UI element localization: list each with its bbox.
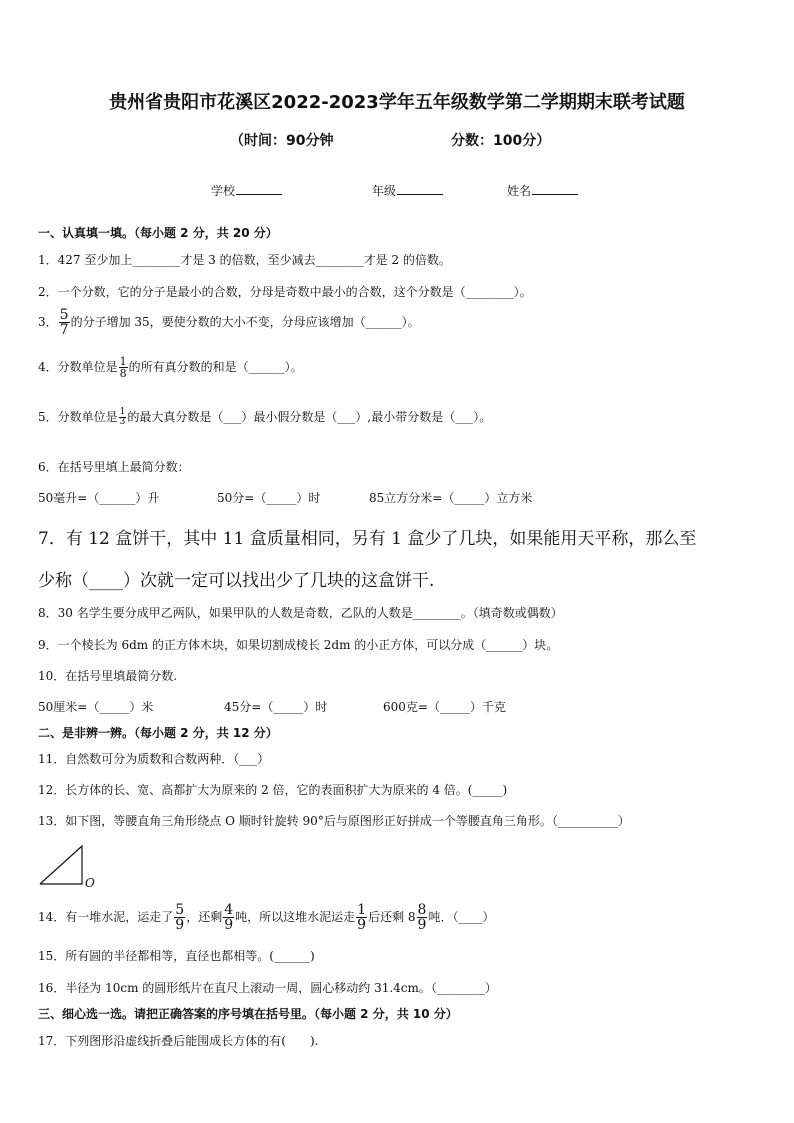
question-4-suffix: 的所有真分数的和是（______）。 — [128, 360, 303, 374]
fraction-numerator: 1 — [119, 355, 127, 368]
fraction-denominator: 9 — [224, 917, 234, 933]
school-label: 学校 — [211, 184, 236, 198]
question-8: 8．30 名学生要分成甲乙两队，如果甲队的人数是奇数，乙队的人数是________。（填奇数或偶数） — [38, 606, 563, 620]
question-5-suffix: 的最大真分数是（___）最小假分数是（___）,最小带分数是（___）。 — [127, 410, 492, 424]
section-1-heading: 一、认真填一填。（每小题 2 分，共 20 分） — [38, 226, 278, 240]
question-3-number: 3． — [38, 315, 58, 329]
fraction-denominator: 9 — [417, 917, 427, 933]
question-10: 10．在括号里填最简分数. — [38, 669, 178, 683]
question-1: 1．427 至少加上________才是 3 的倍数，至少减去________才是 2 的倍数。 — [38, 253, 451, 267]
question-10-part-a: 50厘米=（_____）米 — [38, 700, 154, 714]
name-label: 姓名 — [507, 184, 532, 198]
question-14 — [38, 903, 494, 932]
question-10-part-c: 600克=（_____）千克 — [383, 700, 506, 714]
question-7-line-2: 少称（____）次就一定可以找出少了几块的这盒饼干. — [38, 571, 435, 591]
question-14-text-e: 吨．（____） — [428, 910, 495, 924]
point-o-label: O — [85, 876, 95, 890]
fraction-numerator: 8 — [417, 902, 427, 918]
name-blank[interactable] — [532, 182, 578, 195]
question-5 — [38, 408, 491, 427]
question-10-part-b: 45分=（_____）时 — [224, 700, 328, 714]
school-field — [211, 182, 282, 199]
question-14-text-c: 吨，所以这堆水泥运走 — [235, 910, 356, 924]
fraction-denominator: 8 — [119, 367, 127, 380]
exam-time: （时间：90分钟 — [230, 133, 334, 149]
question-2: 2．一个分数，它的分子是最小的合数，分母是奇数中最小的合数，这个分数是（________）。 — [38, 285, 532, 299]
question-13: 13．如下图，等腰直角三角形绕点 O 顺时针旋转 90°后与原图形正好拼成一个等腰直角三角形。（__________） — [38, 814, 630, 828]
question-12: 12．长方体的长、宽、高都扩大为原来的 2 倍，它的表面积扩大为原来的 4 倍。(_____) — [38, 783, 508, 797]
question-6-part-a: 50毫升=（______）升 — [38, 491, 160, 505]
fraction-1-3 — [119, 408, 127, 427]
fraction-numerator: 1 — [119, 407, 126, 417]
question-3 — [38, 308, 420, 337]
section-3-heading: 三、细心选一选。请把正确答案的序号填在括号里。（每小题 2 分，共 10 分） — [38, 1007, 458, 1021]
fraction-denominator: 9 — [175, 917, 185, 933]
fraction-4-9 — [223, 903, 234, 932]
question-5-prefix: 5．分数单位是 — [38, 410, 118, 424]
grade-label: 年级 — [372, 184, 397, 198]
grade-field — [372, 182, 443, 199]
page-title: 贵州省贵阳市花溪区2022-2023学年五年级数学第二学期期末联考试题 — [109, 92, 685, 113]
fraction-1-9 — [356, 903, 367, 932]
fraction-numerator: 5 — [175, 902, 185, 918]
question-6-part-c: 85立方分米=（_____）立方米 — [369, 491, 533, 505]
school-blank[interactable] — [236, 182, 282, 195]
fraction-denominator: 7 — [59, 322, 69, 338]
grade-blank[interactable] — [397, 182, 443, 195]
question-6-part-b: 50分=（_____）时 — [217, 491, 321, 505]
fraction-denominator: 3 — [119, 417, 126, 427]
exam-score: 分数：100分） — [451, 133, 551, 149]
section-2-heading: 二、是非辨一辨。（每小题 2 分，共 12 分） — [38, 726, 278, 740]
question-11: 11．自然数可分为质数和合数两种．（___） — [38, 752, 270, 766]
fraction-numerator: 5 — [59, 307, 69, 323]
question-17: 17．下列图形沿虚线折叠后能围成长方体的有( ). — [38, 1034, 319, 1048]
question-6: 6．在括号里填上最简分数： — [38, 460, 190, 474]
question-7-line-1: 7．有 12 盒饼干，其中 11 盒质量相同，另有 1 盒少了几块，如果能用天平称，那么至 — [38, 529, 697, 549]
fraction-8-9 — [417, 903, 428, 932]
fraction-5-9 — [174, 903, 185, 932]
question-15: 15．所有圆的半径都相等，直径也都相等。(______) — [38, 949, 315, 963]
fraction-denominator: 9 — [357, 917, 367, 933]
question-9: 9．一个棱长为 6dm 的正方体木块，如果切割成棱长 2dm 的小正方体，可以分成（______）块。 — [38, 638, 559, 652]
question-14-text-b: ，还剩 — [186, 910, 223, 924]
fraction-5-7 — [59, 308, 70, 337]
question-4-prefix: 4．分数单位是 — [38, 360, 118, 374]
name-field — [507, 182, 578, 199]
fraction-numerator: 4 — [224, 902, 234, 918]
question-3-text: 的分子增加 35，要使分数的大小不变，分母应该增加（______）。 — [70, 315, 420, 329]
question-14-text-a: 14．有一堆水泥，运走了 — [38, 910, 174, 924]
question-14-text-d: 后还剩 8 — [368, 910, 416, 924]
question-4 — [38, 356, 303, 379]
question-16: 16．半径为 10cm 的圆形纸片在直尺上滚动一周，圆心移动约 31.4cm。（________） — [38, 981, 497, 995]
fraction-1-8 — [119, 356, 128, 379]
fraction-numerator: 1 — [357, 902, 367, 918]
